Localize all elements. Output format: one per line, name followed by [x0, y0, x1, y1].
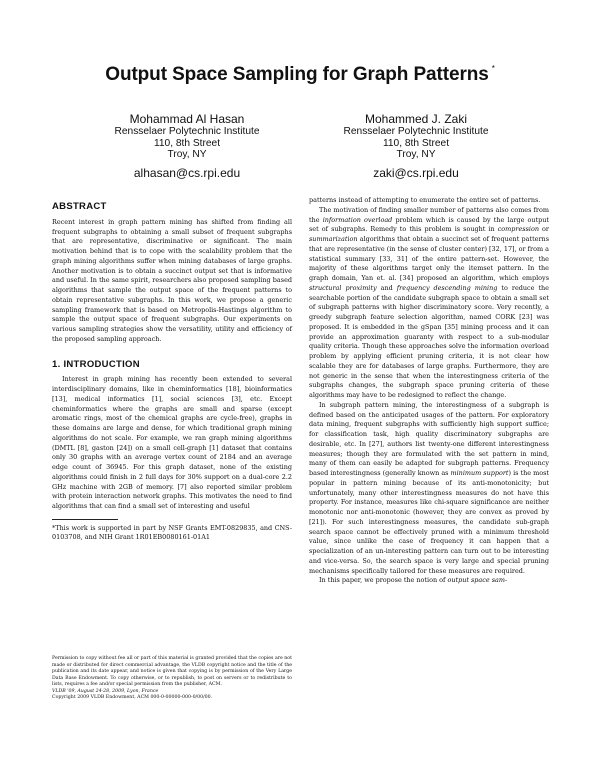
author-name: Mohammad Al Hasan: [129, 112, 245, 126]
title-text: Output Space Sampling for Graph Patterns: [105, 64, 489, 85]
abstract-heading: ABSTRACT: [52, 201, 107, 212]
title-footnote-mark: *: [491, 64, 495, 73]
author-city: Troy, NY: [167, 149, 207, 161]
footnote: *This work is supported in part by NSF Grants EMT-0829835, and CNS-0103708, and NIH Grant 1R01EB0080161-01A1: [52, 523, 292, 542]
author-affiliation: Rensselaer Polytechnic Institute: [343, 126, 489, 137]
venue-line: VLDB '09, August 24-28, 2009, Lyon, France: [52, 688, 159, 694]
author-email: zaki@cs.rpi.edu: [373, 165, 459, 180]
right-column: [309, 196, 549, 586]
permission-text: Permission to copy without fee all or part of this material is granted provided that the copies are not made or distributed for direct commercial advantage, the VLDB copyright notice and the title of the publication and its date appear, and notice is given that copying is by permission of the Very Large Data Base Endowment. To copy otherwise, or to republish, to post on servers or to redistribute to lists, requires a fee and/or special permission from the publisher, ACM.: [52, 656, 292, 687]
author-city: Troy, NY: [396, 149, 436, 161]
author-block-2: [286, 112, 546, 180]
copyright-notice: [52, 656, 292, 702]
footnote-rule: [52, 519, 118, 520]
abstract-text: Recent interest in graph pattern mining has shifted from finding all frequent subgraphs to obtaining a small subset of frequent subgraphs that are representative, discriminative or significant. The main motivation behind that is to cope with the scalability problem that the graph mining algorithms suffer when mining databases of large graphs. Another motivation is to obtain a succinct output set that is informative and useful. In the same spirit, researchers also proposed sampling based algorithms that sample the output space of the frequent patterns to obtain representative subgraphs. In this work, we propose a generic sampling framework that is based on Metropolis-Hastings algorithm to sample the output space of frequent subgraphs. Our experiments on various sampling strategies show the versatility, utility and efficiency of the proposed sampling approach.: [52, 217, 292, 343]
introduction-heading: 1. INTRODUCTION: [52, 358, 140, 370]
author-email: alhasan@cs.rpi.edu: [133, 165, 241, 180]
author-street: 110, 8th Street: [153, 137, 221, 149]
paragraph: In this paper, we propose the notion of output space sam-: [319, 576, 508, 585]
left-column: [52, 198, 292, 543]
author-name: Mohammed J. Zaki: [364, 112, 468, 126]
paragraph: The motivation of finding smaller number of patterns also comes from the information overload problem which is caused by the large output set of subgraphs. Remedy to this problem is sought in compression or summarization algorithms that obtain a succinct set of frequent patterns that are representative (in the sense of cluster center) [32, 17], or from a statistical summary [33, 31] of the entire pattern-set. However, the majority of these algorithms target only the itemset pattern. In the graph domain, Yan et. al. [34] proposed an algorithm, which employs structural proximity and frequency descending mining to reduce the searchable portion of the candidate subgraph space to obtain a small set of subgraph patterns with higher discriminatory score. Very recently, a greedy subgraph feature selection algorithm, named CORK [23] was proposed. It is embedded in the gSpan [35] mining process and it can provide an approximation guaranty with respect to a sub-modular quality criteria. Though these approaches solve the information overload problem by applying efficient pruning criteria, it is not clear how scalable they are for databases of large graphs. Furthermore, they are not generic in the sense that when the interestingness criteria of the subgraphs changes, the subgraph space pruning criteria of these algorithms may have to be redesigned to reflect the change.: [309, 205, 550, 399]
author-affiliation: Rensselaer Polytechnic Institute: [114, 126, 260, 137]
author-street: 110, 8th Street: [382, 137, 450, 149]
copyright-line: Copyright 2009 VLDB Endowment, ACM 000-0-00000-000-0/00/00.: [52, 695, 213, 700]
paragraph: In subgraph pattern mining, the interestingness of a subgraph is defined based on the anticipated usages of the pattern. For exploratory data mining, frequent subgraphs with sufficiently high support suffice; for classification task, high quality discriminatory subgraphs are desirable, etc. In [27], authors list twenty-one different interestingness measures; though they are formulated with the set pattern in mind, many of them can easily be adapted for subgraph patterns. Frequency based interestingness (generally known as minimum support) is the most popular in pattern mining because of its anti-monotonicity; but unfortunately, many other interestingness measures do not have this property. For instance, measures like chi-square significance are neither monotonic nor anti-monotonic (however, they are convex as proved by [21]). For such interestingness measures, the candidate sub-graph search space cannot be effectively pruned with a minimum threshold value, since unlike the case of frequency it can happen that a specialization of an un-interesting pattern can turn out to be interesting and vice-versa. So, the search space is very large and special pruning mechanisms specifically tailored for these measures are required.: [309, 400, 549, 575]
author-block-1: [57, 112, 317, 180]
paper-title: [0, 64, 600, 86]
introduction-text: Interest in graph mining has recently been extended to several interdisciplinary domains, like in cheminformatics [18], bioinformatics [13], medical informatics [1], social sciences [3], etc. Except cheminformatics where the graphs are small and sparse (except aromatic rings, most of the chemical graphs are cycle-free), graphs in these domains are large and dense, for which traditional graph mining algorithms do not scale. For example, we ran graph mining algorithms (DMTL [8], gaston [24]) on a small cell-graph [1] dataset that contains only 30 graphs with an average vertex count of 2184 and an average edge count of 36945. For this graph dataset, none of the existing algorithms could finish in 2 full days for 30% support on a dual-core 2.2 GHz machine with 2GB of memory. [7] also reported similar problem with protein interaction network graphs. This motivates the need to find algorithms that can find a small set of interesting and useful: [52, 375, 292, 510]
paragraph: patterns instead of attempting to enumerate the entire set of patterns.: [309, 196, 541, 204]
